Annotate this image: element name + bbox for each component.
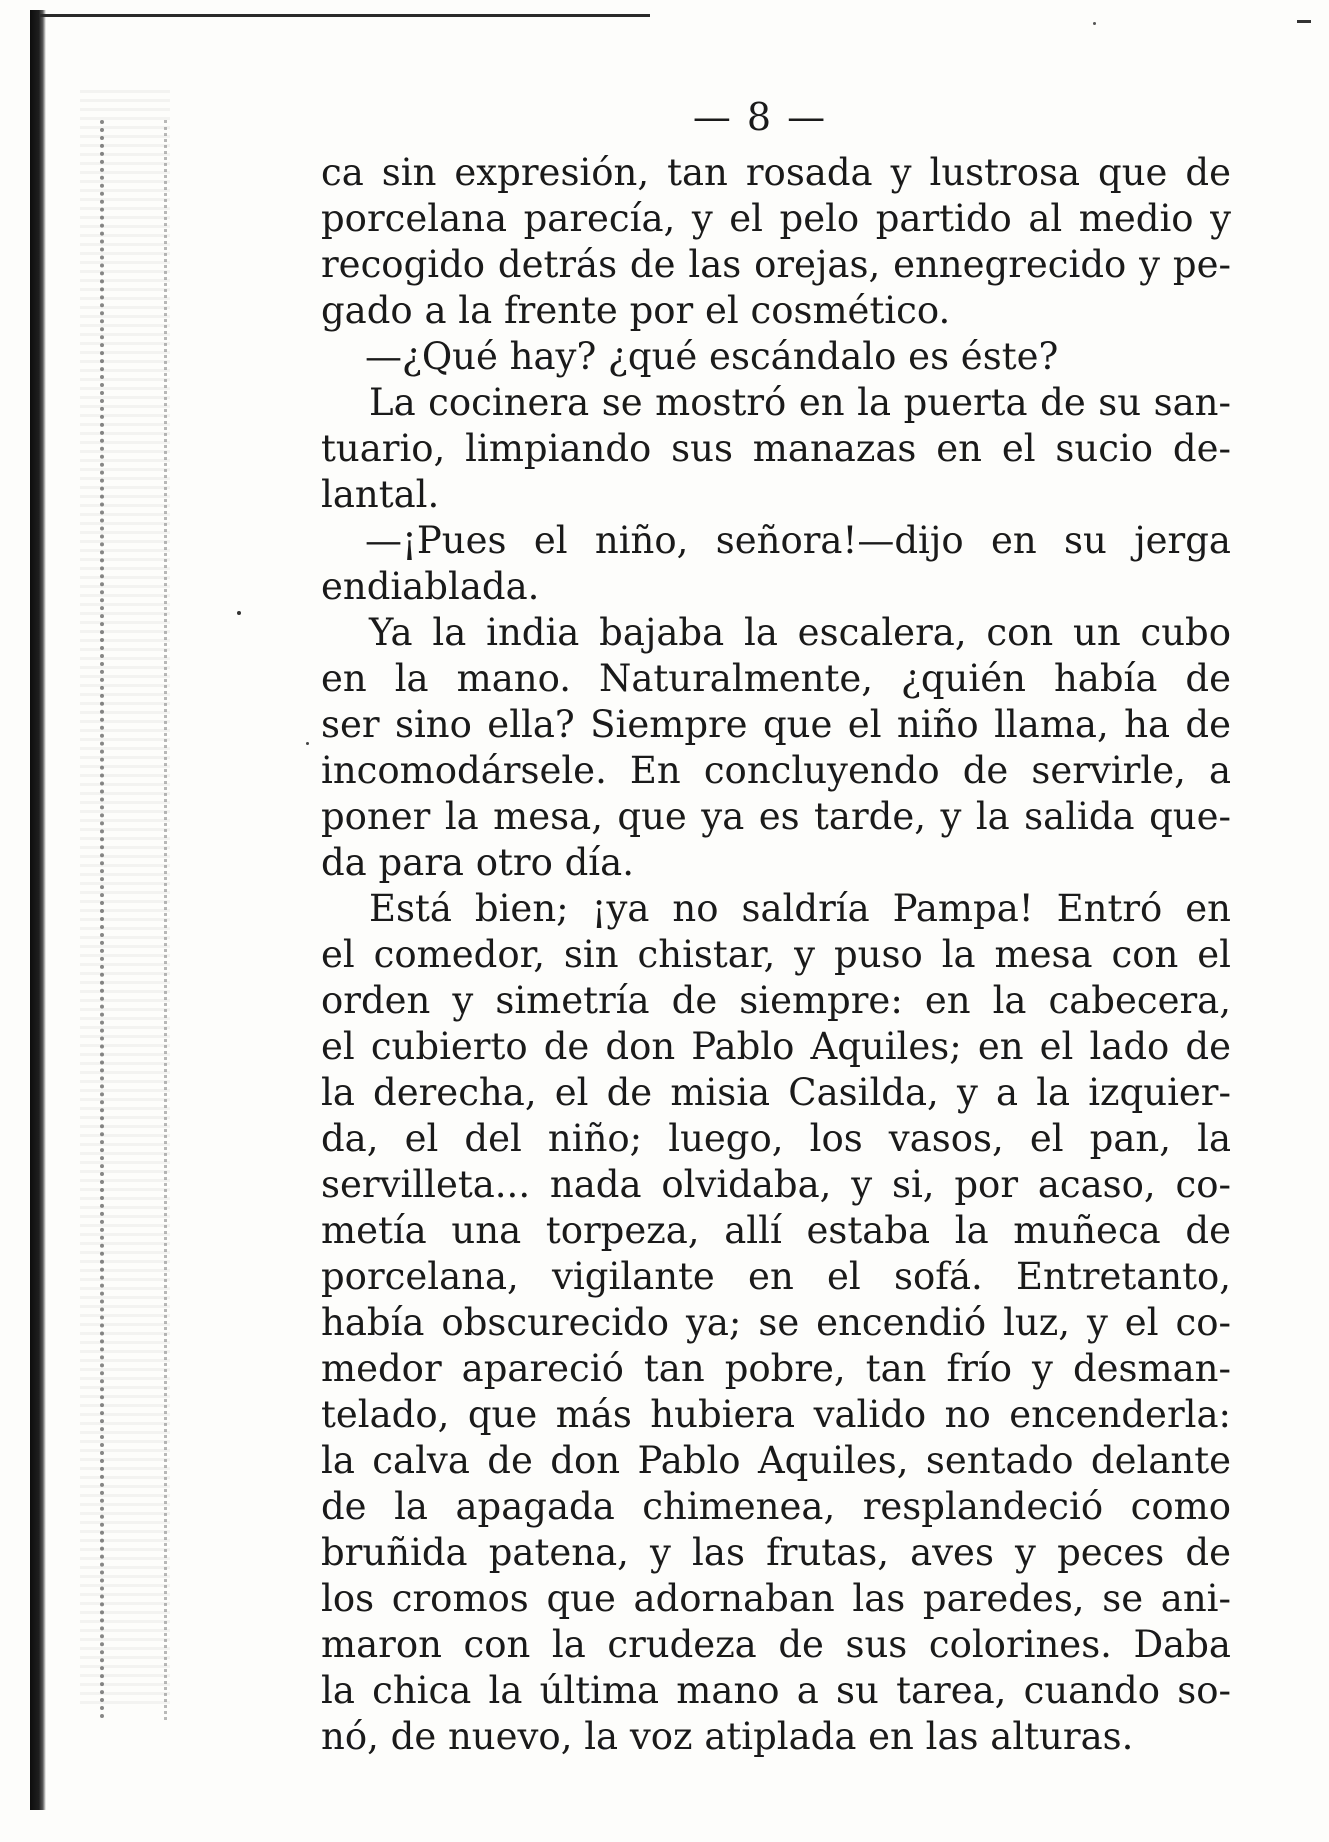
body-text [321,150,1231,1760]
book-binding-edge [30,10,46,1810]
scan-speck [237,611,241,615]
text-line: da para otro día. [321,841,634,884]
text-line: maron con la crudeza de sus colorines. Daba [321,1623,1231,1666]
text-line: recogido detrás de las orejas, ennegrecido y pe- [321,243,1231,286]
text-line: servilleta... nada olvidaba, y si, por acaso, co- [321,1163,1231,1206]
text-line: gado a la frente por el cosmético. [321,289,951,332]
text-line: ca sin expresión, tan rosada y lustrosa que de [321,151,1231,194]
text-line: lantal. [321,473,440,516]
text-line: en la mano. Naturalmente, ¿quién había de [321,657,1231,700]
text-line: porcelana parecía, y el pelo partido al medio y [321,197,1231,240]
text-line: Está bien; ¡ya no saldría Pampa! Entró en [369,887,1231,930]
page-number: — 8 — [692,95,828,139]
text-line: la derecha, el de misia Casilda, y a la izquier- [321,1071,1231,1114]
corner-mark [1297,20,1311,23]
text-line: de la apagada chimenea, resplandeció como [321,1485,1231,1528]
binding-speckle [100,120,167,1720]
text-line: orden y simetría de siempre: en la cabecera, [321,979,1231,1022]
text-line: incomodársele. En concluyendo de servirle, a [321,749,1231,792]
text-line: da, el del niño; luego, los vasos, el pan, la [321,1117,1231,1160]
text-line: la calva de don Pablo Aquiles, sentado delante [321,1439,1231,1482]
text-line: endiablada. [321,565,540,608]
text-line: porcelana, vigilante en el sofá. Entretanto, [321,1255,1231,1298]
scan-speck [306,742,309,745]
text-line: —¿Qué hay? ¿qué escándalo es éste? [365,335,1059,378]
scan-speck [1093,22,1096,25]
text-line: —¡Pues el niño, señora!—dijo en su jerga [365,519,1231,562]
text-line: ser sino ella? Siempre que el niño llama, ha de [321,703,1231,746]
top-edge-rule [40,14,650,17]
text-line: telado, que más hubiera valido no encenderla: [321,1393,1231,1436]
text-line: bruñida patena, y las frutas, aves y peces de [321,1531,1231,1574]
text-line: Ya la india bajaba la escalera, con un cubo [369,611,1231,654]
text-line: el comedor, sin chistar, y puso la mesa con el [321,933,1231,976]
text-line: tuario, limpiando sus manazas en el sucio de- [321,427,1231,470]
text-line: el cubierto de don Pablo Aquiles; en el lado de [321,1025,1231,1068]
text-line: metía una torpeza, allí estaba la muñeca de [321,1209,1231,1252]
text-line: nó, de nuevo, la voz atiplada en las alturas. [321,1715,1134,1758]
text-line: había obscurecido ya; se encendió luz, y el co- [321,1301,1231,1344]
text-line: medor apareció tan pobre, tan frío y desman- [321,1347,1231,1390]
text-line: la chica la última mano a su tarea, cuando so- [321,1669,1231,1712]
text-line: La cocinera se mostró en la puerta de su san- [369,381,1231,424]
text-line: los cromos que adornaban las paredes, se ani- [321,1577,1231,1620]
text-line: poner la mesa, que ya es tarde, y la salida que- [321,795,1231,838]
